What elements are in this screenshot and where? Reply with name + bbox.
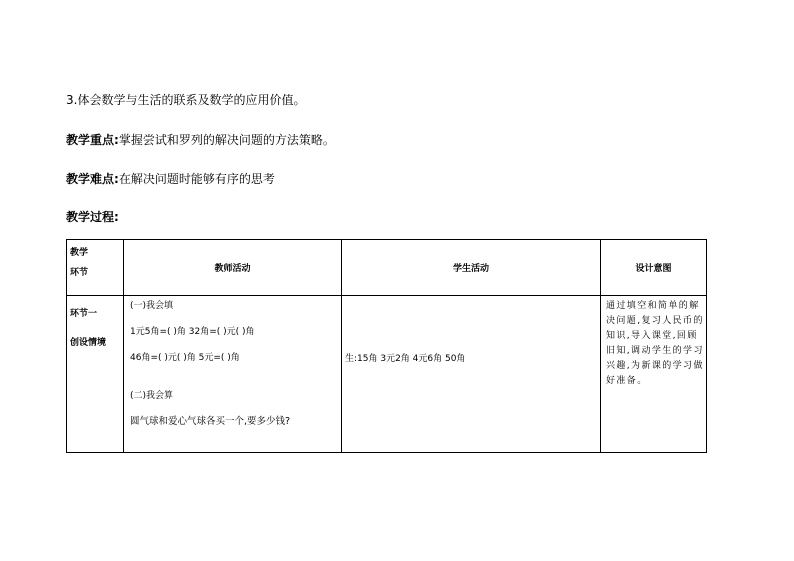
header-stage: 教学 环节	[67, 240, 124, 296]
goal-line: 3.体会数学与生活的联系及数学的应用价值。	[66, 93, 306, 107]
teacher-line: 1元5角=( )角 32角=( )元( )角	[130, 327, 255, 337]
lesson-table	[66, 239, 707, 453]
header-student: 学生活动	[342, 240, 601, 296]
difficulty-text: 在解决问题时能够有序的思考	[118, 172, 275, 186]
difficulty-label: 教学难点:	[66, 172, 119, 186]
process-title: 教学过程:	[66, 210, 119, 224]
header-teacher: 教师活动	[124, 240, 342, 296]
header-design: 设计意图	[601, 240, 707, 296]
teacher-line: 46角=( )元( )角 5元=( )角	[130, 353, 240, 363]
design-intent-cell: 通过填空和简单的解 决问题,复习人民币的 知识,导入课堂,回顾 旧知,调动学生的学习 兴趣,为新课的学习做 好准备。	[601, 296, 707, 453]
table-row	[67, 296, 707, 453]
difficulty-line	[66, 171, 275, 187]
student-answer: 生:15角 3元2角 4元6角 50角	[345, 354, 466, 364]
key-point-text: 掌握尝试和罗列的解决问题的方法策略。	[118, 133, 335, 147]
key-point-label: 教学重点:	[66, 133, 119, 147]
student-activity-cell	[342, 296, 601, 453]
key-point-line	[66, 132, 335, 148]
teacher-line: (二)我会算	[130, 391, 174, 401]
teacher-line: 圆气球和爱心气球各买一个,要多少钱?	[130, 416, 291, 427]
teacher-line: (一)我会填	[130, 301, 174, 311]
teacher-activity-cell	[124, 296, 342, 453]
stage-cell: 环节一 创设情境	[67, 296, 124, 453]
table-header-row	[67, 240, 707, 296]
